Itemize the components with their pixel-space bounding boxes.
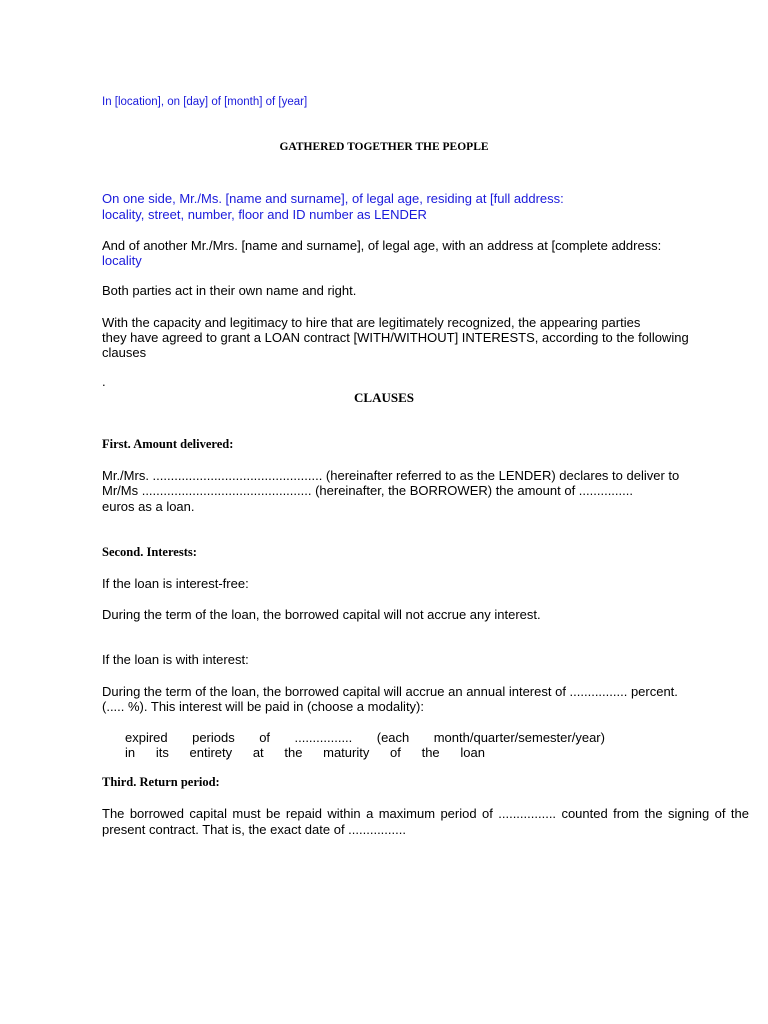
- word: from: [613, 806, 640, 821]
- borrower-line-2: locality: [102, 253, 142, 268]
- word: loan: [460, 745, 485, 760]
- with-interest-line-1: During the term of the loan, the borrowed capital will accrue an annual interest of ................ percent.: [102, 684, 678, 699]
- borrower-line-1: And of another Mr./Mrs. [name and surname], of legal age, with an address at [complete address:: [102, 238, 662, 253]
- word: maximum: [378, 806, 436, 821]
- second-clause-title: Second. Interests:: [102, 545, 197, 559]
- heading-gathered: GATHERED TOGETHER THE PEOPLE: [279, 141, 489, 153]
- word: ................: [294, 730, 353, 745]
- word: repaid: [285, 806, 322, 821]
- word: must: [232, 806, 261, 821]
- word: maturity: [323, 745, 370, 760]
- word: expired: [125, 730, 168, 745]
- word: the: [644, 806, 663, 821]
- word: (each: [376, 730, 410, 745]
- word: of: [482, 806, 493, 821]
- modality-option-entirety: [125, 745, 485, 760]
- with-interest-label: If the loan is with interest:: [102, 652, 249, 667]
- word: be: [265, 806, 281, 821]
- interest-free-label: If the loan is interest-free:: [102, 576, 249, 591]
- third-clause-title: Third. Return period:: [102, 775, 220, 789]
- clauses-title: CLAUSES: [354, 390, 414, 405]
- capacity-line-2: they have agreed to grant a LOAN contract [WITH/WITHOUT] INTERESTS, according to the following: [102, 330, 689, 345]
- first-clause-line-2: Mr/Ms ............................................... (hereinafter, the BORROWER) the amount of ...............: [102, 483, 633, 498]
- with-interest-line-2: (..... %). This interest will be paid in (choose a modality):: [102, 699, 424, 714]
- word: the: [284, 745, 303, 760]
- word: within: [327, 806, 361, 821]
- word: a: [366, 806, 374, 821]
- word: of: [714, 806, 726, 821]
- word: in: [125, 745, 136, 760]
- both-parties-line: Both parties act in their own name and right.: [102, 283, 357, 298]
- word: period: [440, 806, 477, 821]
- interest-free-text: During the term of the loan, the borrowed capital will not accrue any interest.: [102, 607, 541, 622]
- word: the: [421, 745, 440, 760]
- word: month/quarter/semester/year): [433, 730, 605, 745]
- word: capital: [189, 806, 227, 821]
- lender-line-1: On one side, Mr./Ms. [name and surname], of legal age, residing at [full address:: [102, 191, 564, 206]
- first-clause-title: First. Amount delivered:: [102, 437, 234, 451]
- capacity-line-1: With the capacity and legitimacy to hire that are legitimately recognized, the appearing parties: [102, 315, 641, 330]
- third-clause-line-2: present contract. That is, the exact date of ................: [102, 822, 406, 837]
- word: the: [730, 806, 749, 821]
- modality-option-expired-periods: [125, 730, 605, 745]
- word: entirety: [189, 745, 233, 760]
- word: ................: [498, 806, 557, 821]
- word: counted: [561, 806, 608, 821]
- capacity-line-3: clauses: [102, 345, 147, 360]
- first-clause-line-1: Mr./Mrs. ............................................... (hereinafter referred to as the LENDER) declares to deliver to: [102, 468, 680, 483]
- word: signing: [668, 806, 710, 821]
- word: borrowed: [129, 806, 185, 821]
- first-clause-line-3: euros as a loan.: [102, 499, 195, 514]
- word: at: [252, 745, 264, 760]
- word: its: [155, 745, 169, 760]
- separator-dot: .: [102, 374, 106, 389]
- word: The: [102, 806, 125, 821]
- word: periods: [192, 730, 235, 745]
- word: of: [390, 745, 401, 760]
- third-clause-line-1: [102, 806, 749, 821]
- word: of: [259, 730, 271, 745]
- place-date-line: In [location], on [day] of [month] of [year]: [102, 96, 308, 108]
- lender-line-2: locality, street, number, floor and ID number as LENDER: [102, 207, 427, 222]
